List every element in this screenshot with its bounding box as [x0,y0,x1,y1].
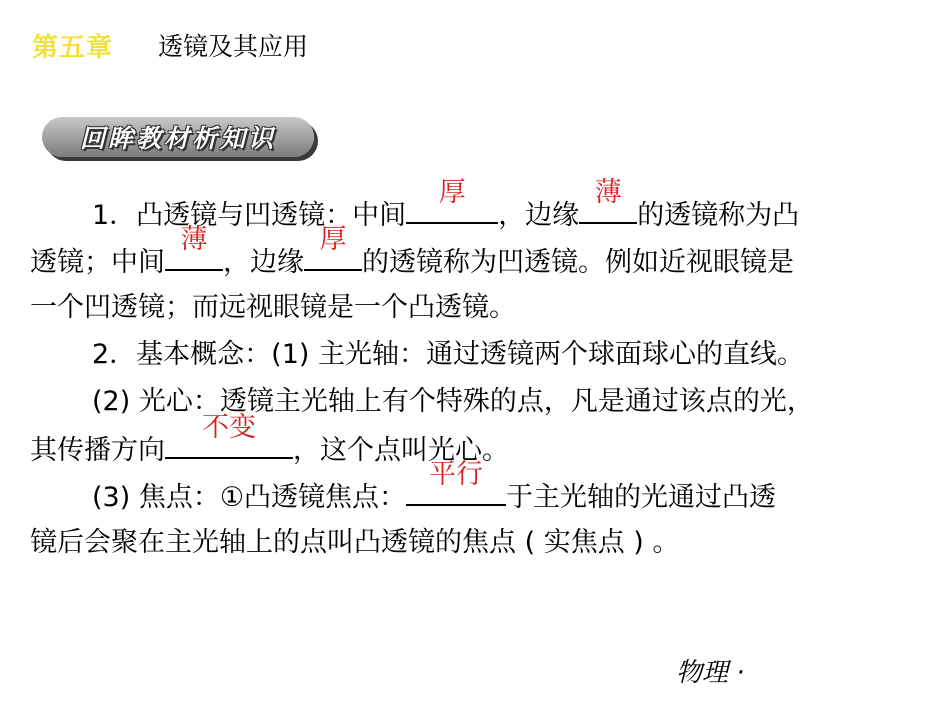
text-span: ，边缘 [498,200,580,231]
footer-subject: 物理 · [676,658,745,688]
content-body [30,177,930,566]
chapter-label: 第五章 [32,33,114,63]
text-span: 透镜；中间 [30,247,165,278]
text-span: 于主光轴的光通过凸透 [506,482,777,513]
chapter-title: 透镜及其应用 [158,32,309,61]
paragraph-line: 2．基本概念：(1) 主光轴：通过透镜两个球面球心的直线。 [92,339,805,370]
answer-text: 薄 [594,177,622,208]
answer-text: 薄 [180,224,208,255]
answer-blank [406,459,506,506]
text-span: 其传播方向 [30,435,165,466]
text-span: ，边缘 [223,247,304,278]
text-span: 的透镜称为凹透镜。例如近视眼镜是 [362,247,794,278]
answer-blank [165,412,293,459]
answer-blank [406,177,498,224]
text-span: 1．凸透镜与凹透镜：中间 [92,200,407,231]
paragraph-line: 一个凹透镜；而远视眼镜是一个凸透镜。 [30,292,516,323]
text-span: (3) 焦点：①凸透镜焦点： [92,482,407,513]
answer-text: 不变 [202,412,256,443]
answer-blank [165,224,223,271]
section-badge [42,117,314,157]
text-span: ，这个点叫光心。 [293,435,509,466]
answer-blank [579,177,637,224]
text-span: 的透镜称为凸 [637,200,800,231]
paragraph-line [30,459,930,519]
section-badge-label: 回眸教材析知识 [79,124,276,153]
paragraph-line: (2) 光心：透镜主光轴上有个特殊的点，凡是通过该点的光， [92,386,814,417]
paragraph-line: 镜后会聚在主光轴上的点叫凸透镜的焦点 ( 实焦点 ) 。 [30,527,680,558]
answer-text: 厚 [319,224,347,255]
answer-blank [304,224,362,271]
paragraph-line [30,224,930,284]
answer-text: 厚 [438,177,466,208]
answer-text: 平行 [429,459,484,490]
